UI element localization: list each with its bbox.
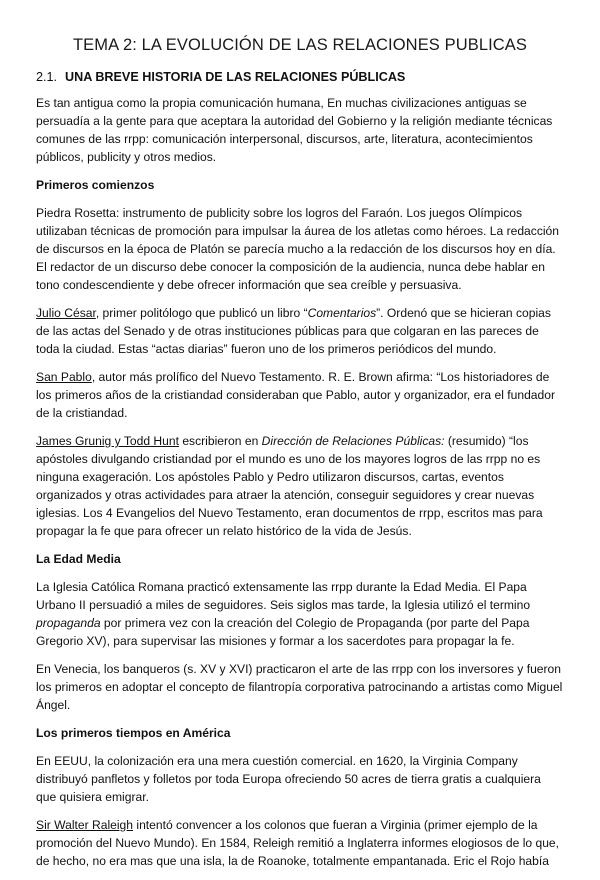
- name-san-pablo: San Pablo: [36, 370, 92, 384]
- term-propaganda: propaganda: [36, 616, 101, 630]
- document-title: TEMA 2: LA EVOLUCIÓN DE LAS RELACIONES PUBLICAS: [72, 36, 528, 54]
- section-number: 2.1.: [36, 70, 58, 84]
- book-title-direccion-rrpp: Dirección de Relaciones Públicas:: [261, 434, 445, 448]
- document-body: [36, 94, 564, 880]
- heading-primeros-tiempos-america: Los primeros tiempos en América: [36, 726, 231, 740]
- paragraph-grunig-hunt: James Grunig y Todd Hunt escribieron en Dirección de Relaciones Públicas: (resumido) “los apóstoles divulgando cristiandad por el mundo es uno de los mayores logros de las rrpp no es ninguna exageración. Los apóstoles Pablo y Pedro utilizaron discursos, cartas, eventos organizados y otras actividades para atraer la atención, conseguir seguidores y crear nuevas iglesias. Los 4 Evangelios del Nuevo Testamento, eran documentos de rrpp, escritos mas para propagar la fe que para ofrecer un relato histórico de la vida de Jesús.: [36, 434, 543, 538]
- book-title-comentarios: Comentarios: [307, 306, 377, 320]
- paragraph-eeuu: En EEUU, la colonización era una mera cuestión comercial. en 1620, la Virginia Company distribuyó panfletos y folletos por toda Europa ofreciendo 50 acres de tierra gratis a cualquiera que quisiera emigrar.: [36, 754, 541, 804]
- heading-primeros-comienzos: Primeros comienzos: [36, 178, 155, 192]
- paragraph-venecia: En Venecia, los banqueros (s. XV y XVI) practicaron el arte de las rrpp con los inversores y fueron los primeros en adoptar el concepto de filantropía corporativa patrocinando a artistas como Miguel Ángel.: [36, 662, 563, 712]
- paragraph-julio-cesar: Julio César, primer politólogo que publicó un libro “Comentarios”. Ordenó que se hicieran copias de las actas del Senado y de otras instituciones públicas para que colgaran en las pareces de toda la ciudad. Estas “actas diarias” fueron uno de los primeros periódicos del mundo.: [36, 306, 551, 356]
- name-grunig-hunt: James Grunig y Todd Hunt: [36, 434, 179, 448]
- section-title: UNA BREVE HISTORIA DE LAS RELACIONES PÚBLICAS: [65, 70, 406, 84]
- name-julio-cesar: Julio César: [36, 306, 96, 320]
- paragraph-walter-raleigh: Sir Walter Raleigh intentó convencer a los colonos que fueran a Virginia (primer ejemplo de la promoción del Nuevo Mundo). En 1584, Releigh remitió a Inglaterra informes elogiosos de lo que, de hecho, no era mas que una isla, la de Roanoke, totalmente empantanada. Eric el Rojo había: [36, 818, 560, 868]
- paragraph-iglesia-catolica: La Iglesia Católica Romana practicó extensamente las rrpp durante la Edad Media. El Papa Urbano II persuadió a miles de seguidores. Seis siglos mas tarde, la Iglesia utilizó el termino propaganda por primera vez con la creación del Colegio de Propaganda (por parte del Papa Gregorio XV), para supervisar las misiones y formar a los sacerdotes para propagar la fe.: [36, 580, 531, 648]
- intro-paragraph: Es tan antigua como la propia comunicación humana, En muchas civilizaciones antiguas se persuadía a la gente para que aceptara la autoridad del Gobierno y la religión mediante técnicas comunes de las rrpp: comunicación interpersonal, discursos, arte, literatura, acontecimientos públicos, publicity y otros medios.: [36, 96, 553, 164]
- paragraph-san-pablo: San Pablo, autor más prolífico del Nuevo Testamento. R. E. Brown afirma: “Los historiadores de los primeros años de la cristiandad consideraban que Pablo, autor y organizador, era el fundador de la cristiandad.: [36, 370, 556, 420]
- paragraph-piedra-rosetta: Piedra Rosetta: instrumento de publicity sobre los logros del Faraón. Los juegos Olímpicos utilizaban técnicas de promoción para impulsar la áurea de los atletas como héroes. La redacción de discursos en la época de Platón se parecía mucho a la redacción de los discursos hoy en día. El redactor de un discurso debe conocer la composición de la audiencia, nunca debe hablar en tono condescendiente y debe ofrecer información que sea creíble y persuasiva.: [36, 206, 560, 292]
- heading-edad-media: La Edad Media: [36, 552, 121, 566]
- section-heading: [36, 70, 405, 84]
- name-walter-raleigh: Sir Walter Raleigh: [36, 818, 134, 832]
